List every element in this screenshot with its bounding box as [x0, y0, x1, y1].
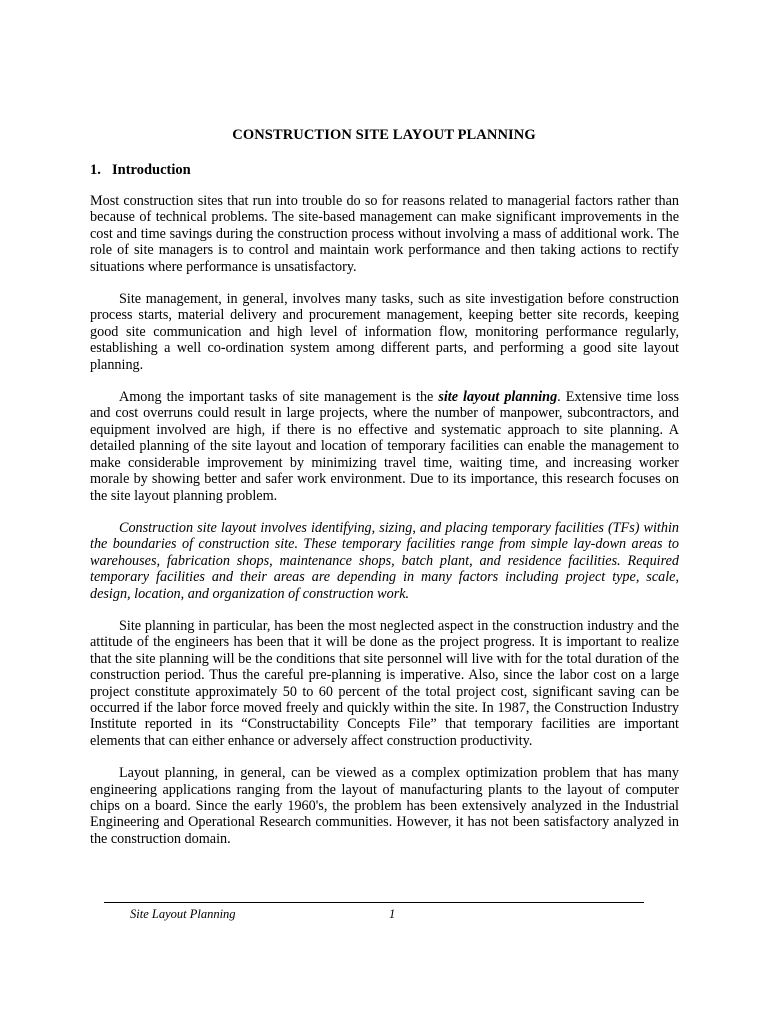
section-title: Introduction — [112, 162, 191, 178]
footer-running-title: Site Layout Planning — [130, 907, 236, 921]
section-heading — [90, 161, 191, 179]
paragraph-3-rest: . Extensive time loss and cost overruns could result in large projects, where the number of manpower, subcontractors, and equipment involved are high, if there is no effective and systematic approach to site planning. A detailed planning of the site layout and location of temporary facilities can enable the management to make considerable improvement by minimizing travel time, waiting time, and increasing worker morale by showing better and safer work environment. Due to its importance, this research focuses on the site layout planning problem. — [90, 389, 679, 504]
paragraph-1: Most construction sites that run into trouble do so for reasons related to managerial factors rather than because of technical problems. The site-based management can make significant improvements in the cost and time savings during the construction process without involving a mass of additional work. The role of site managers is to control and maintain work performance and then taking actions to rectify situations where performance is unsatisfactory. — [90, 193, 679, 275]
paragraph-5: Site planning in particular, has been the most neglected aspect in the construction industry and the attitude of the engineers has been that it will be done as the project progress. It is important to realize that the site planning will be the conditions that site personnel will live with for the total duration of the construction period. Thus the careful pre-planning is imperative. Also, since the labor cost on a large project constitute approximately 50 to 60 percent of the total project cost, significant saving can be occurred if the labor force moved freely and quickly within the site. In 1987, the Construction Industry Institute reported in its “Constructability Concepts File” that temporary facilities are important elements that can either enhance or adversely affect construction productivity. — [90, 617, 679, 749]
paragraph-3-lead: Among the important tasks of site management is the — [119, 389, 439, 406]
section-number: 1. — [90, 162, 101, 178]
page-number: 1 — [389, 907, 396, 921]
document-title: CONSTRUCTION SITE LAYOUT PLANNING — [232, 127, 536, 143]
emphasis-site-layout-planning: site layout planning — [438, 389, 558, 406]
paragraph-3 — [90, 389, 679, 504]
body-text — [90, 193, 679, 863]
paragraph-2: Site management, in general, involves many tasks, such as site investigation before construction process starts, material delivery and procurement management, keeping better site records, keeping good site communication and high level of information flow, monitoring performance regularly, establishing a well co-ordination system among different parts, and performing a good site layout planning. — [90, 291, 679, 373]
paragraph-4: Construction site layout involves identifying, sizing, and placing temporary facilities (TFs) within the boundaries of construction site. These temporary facilities range from simple lay-down areas to warehouses, fabrication shops, maintenance shops, batch plant, and residence facilities. Required temporary facilities and their areas are depending in many factors including project type, scale, design, location, and organization of construction work. — [90, 519, 679, 602]
paragraph-6: Layout planning, in general, can be viewed as a complex optimization problem that has many engineering applications ranging from the layout of manufacturing plants to the layout of computer chips on a board. Since the early 1960's, the problem has been extensively analyzed in the Industrial Engineering and Operational Research communities. However, it has not been satisfactory analyzed in the construction domain. — [90, 765, 679, 847]
footer-divider — [104, 902, 644, 903]
